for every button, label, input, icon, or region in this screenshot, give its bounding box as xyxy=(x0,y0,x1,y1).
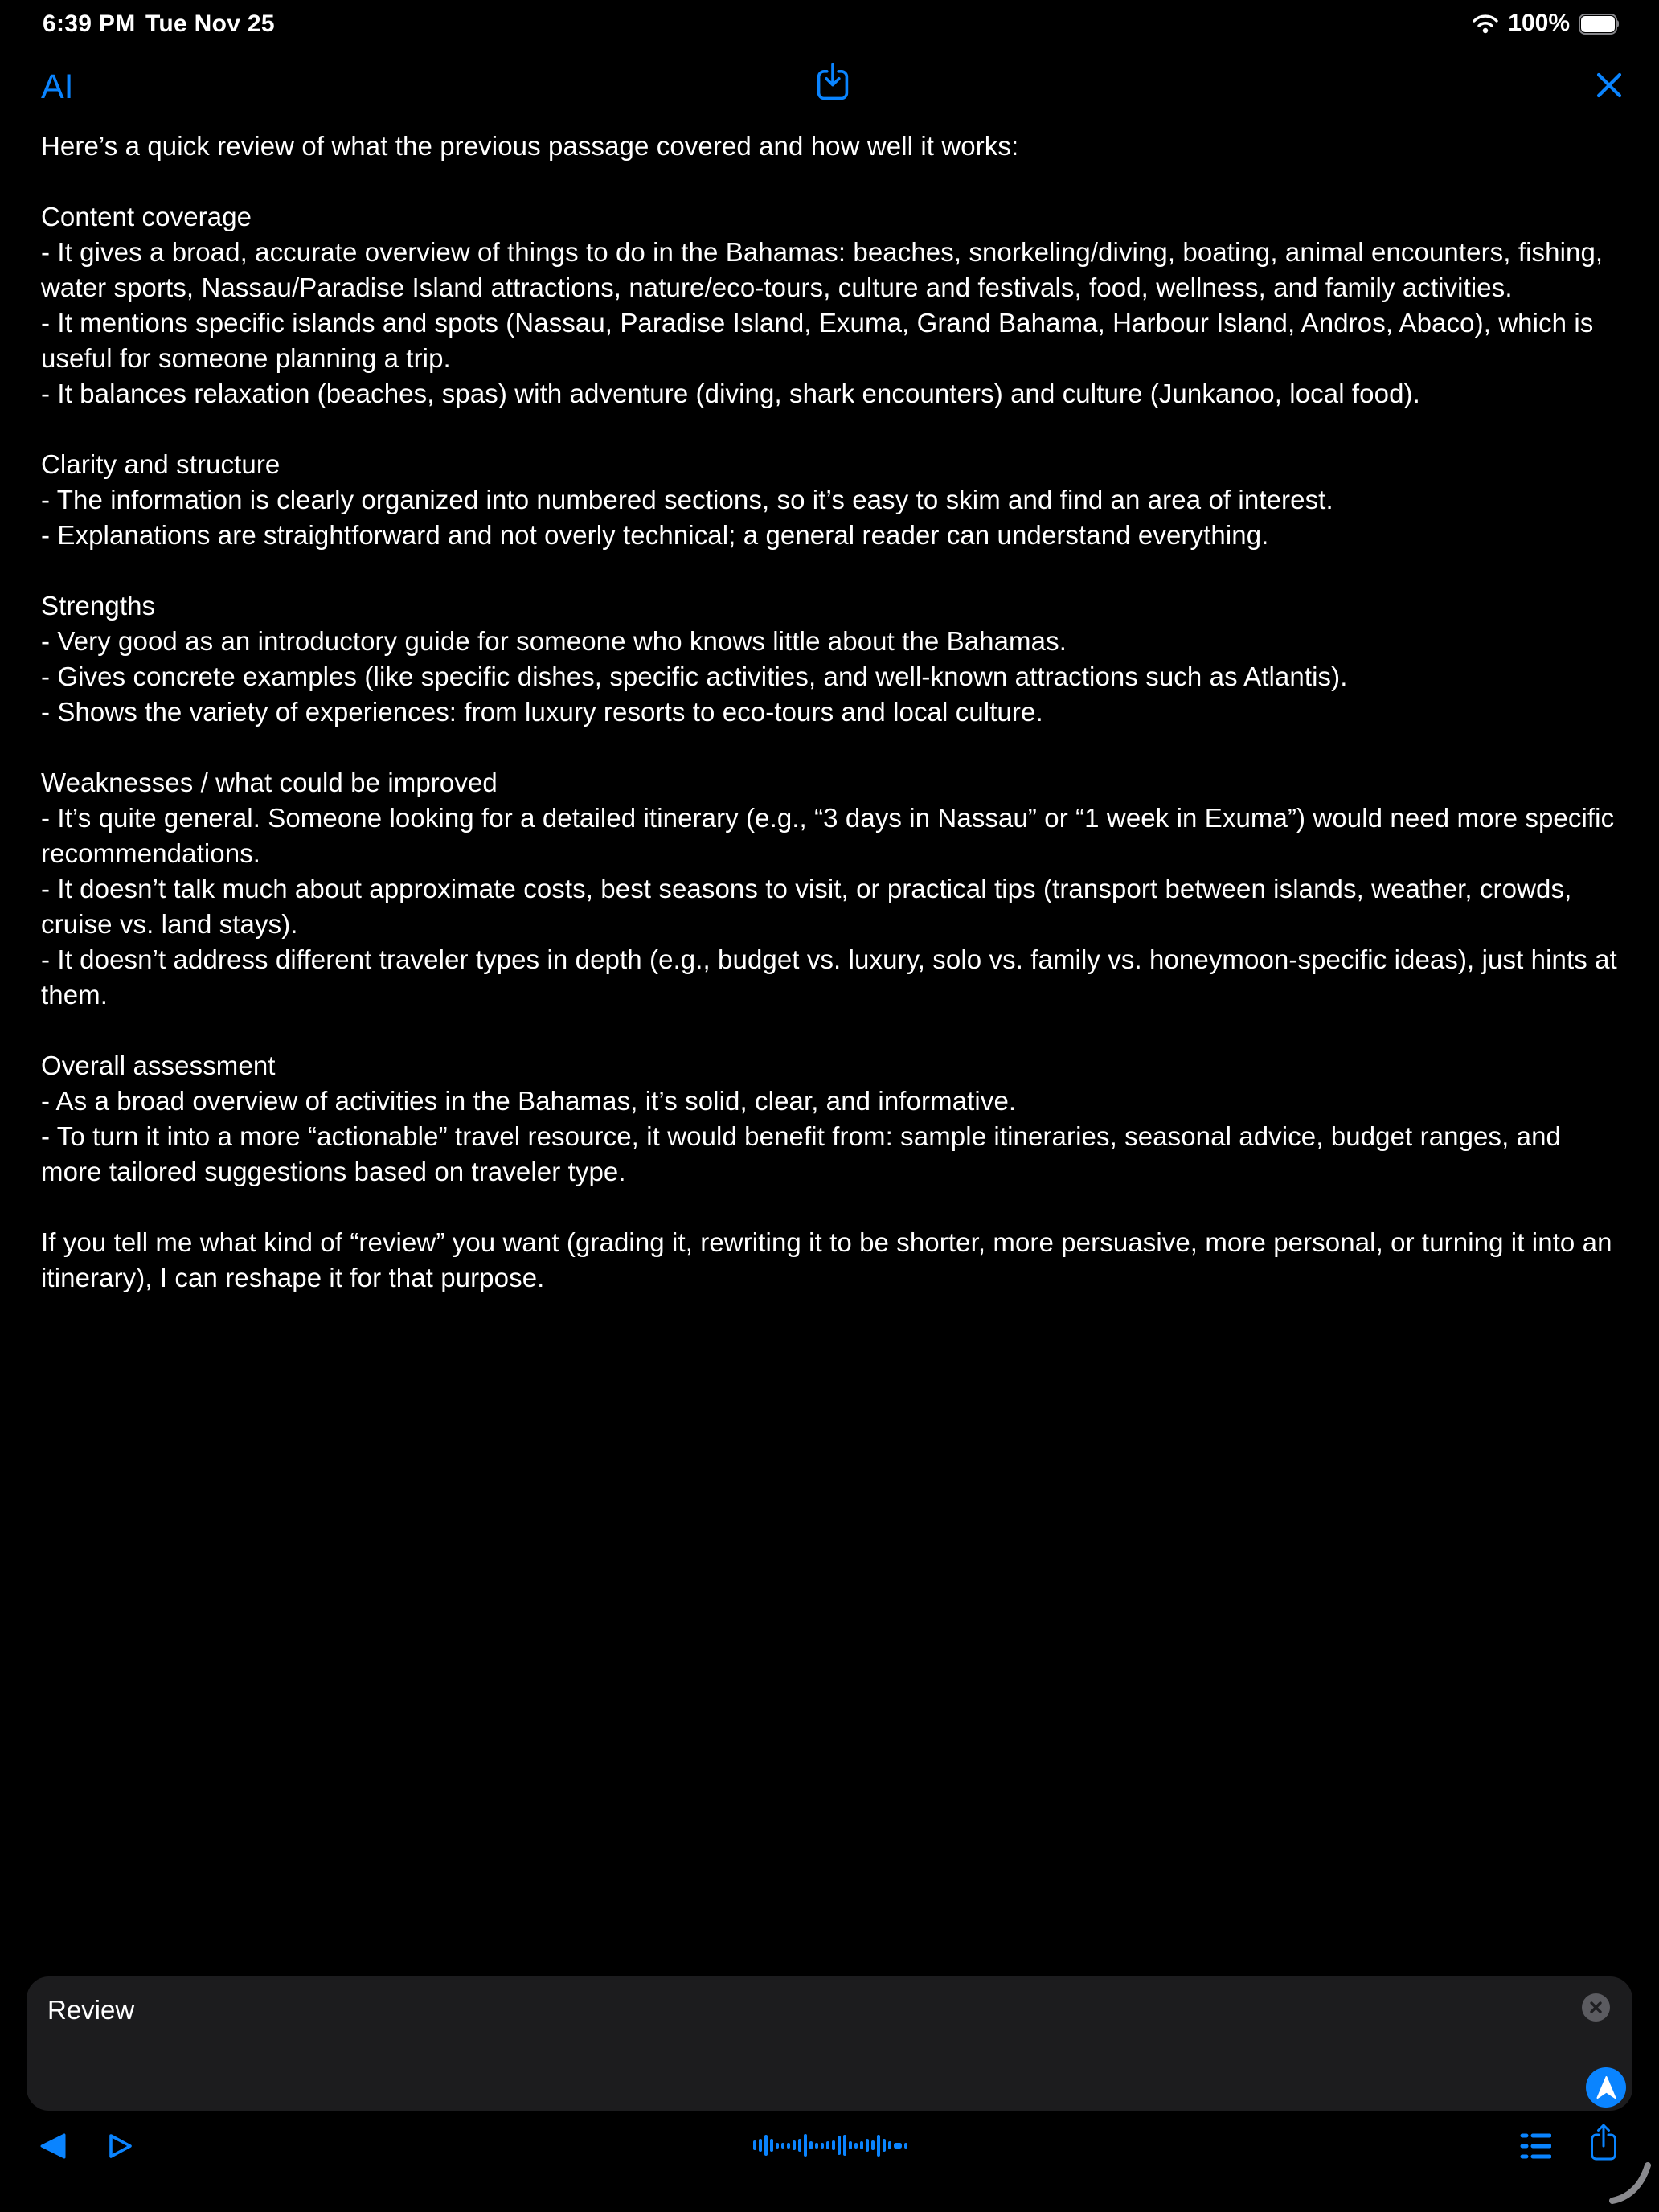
forward-triangle-icon xyxy=(108,2132,133,2160)
paragraph xyxy=(41,199,1618,412)
waveform-bar xyxy=(854,2143,858,2149)
back-triangle-icon xyxy=(40,2133,66,2159)
status-time: 6:39 PM xyxy=(43,10,136,37)
text-line: Overall assessment xyxy=(41,1051,276,1080)
text-line: Weaknesses / what could be improved xyxy=(41,768,498,797)
text-line: - It mentions specific islands and spots (Nassau, Paradise Island, Exuma, Grand Bahama, Harbour Island, Andros, Abaco), which is useful for someone planning a trip. xyxy=(41,308,1601,373)
status-right-cluster xyxy=(1472,10,1619,36)
text-line: - Shows the variety of experiences: from luxury resorts to eco-tours and local culture. xyxy=(41,697,1043,727)
waveform-bar xyxy=(843,2135,846,2156)
review-text xyxy=(41,129,1625,1331)
message-input[interactable]: Review xyxy=(47,1995,135,2025)
wifi-icon xyxy=(1472,14,1499,34)
paragraph xyxy=(41,1225,1618,1296)
clear-input-button[interactable] xyxy=(1582,1993,1610,2022)
bottom-toolbar xyxy=(0,2122,1659,2186)
text-line: - As a broad overview of activities in the Bahamas, it’s solid, clear, and informative. xyxy=(41,1086,1017,1116)
header-bar xyxy=(0,61,1659,117)
text-line: - It’s quite general. Someone looking for a detailed itinerary (e.g., “3 days in Nassau” or “1 week in Exuma”) would need more specific recommendations. xyxy=(41,803,1622,868)
waveform-bar xyxy=(753,2140,756,2150)
paragraph xyxy=(41,588,1618,730)
text-line: If you tell me what kind of “review” you want (grading it, rewriting it to be shorter, more persuasive, more personal, or turning it into an itinerary), I can reshape it for that purpose. xyxy=(41,1227,1620,1292)
waveform-bar xyxy=(815,2143,818,2149)
waveform-bar xyxy=(866,2139,869,2152)
waveform-bar xyxy=(781,2143,784,2149)
paragraph xyxy=(41,765,1625,1013)
text-line: - It balances relaxation (beaches, spas) with adventure (diving, shark encounters) and culture (Junkanoo, local food). xyxy=(41,379,1420,408)
download-button[interactable] xyxy=(815,63,850,101)
paragraph xyxy=(41,1048,1618,1190)
waveform-bar xyxy=(798,2139,801,2152)
waveform-bar xyxy=(838,2136,841,2155)
waveform-bar xyxy=(860,2141,863,2149)
pencil-stroke-decoration xyxy=(1608,2159,1654,2206)
waveform-bar xyxy=(871,2140,875,2150)
list-bullet-icon xyxy=(1519,2131,1551,2161)
page-title: AI xyxy=(41,68,74,106)
text-line: Clarity and structure xyxy=(41,449,281,479)
waveform-bar xyxy=(770,2139,773,2152)
back-button[interactable] xyxy=(40,2133,66,2159)
waveform-bar xyxy=(793,2140,796,2150)
share-button[interactable] xyxy=(1588,2122,1619,2164)
battery-percent: 100% xyxy=(1508,10,1570,36)
waveform-bar xyxy=(904,2143,907,2149)
composer-box xyxy=(27,1976,1632,2111)
waveform-bar xyxy=(826,2141,830,2149)
waveform-bar xyxy=(849,2141,852,2149)
navigation-arrow-icon xyxy=(1596,2076,1617,2099)
text-line: Content coverage xyxy=(41,202,252,231)
square-arrow-up-icon xyxy=(1588,2122,1619,2164)
text-line: Here’s a quick review of what the previous passage covered and how well it works: xyxy=(41,131,1019,161)
text-line: - It doesn’t address different traveler types in depth (e.g., budget vs. luxury, solo vs. family vs. honeymoon-specific ideas), just hints at them. xyxy=(41,944,1625,1010)
text-line: - Gives concrete examples (like specific dishes, specific activities, and well-known attractions such as Atlantis). xyxy=(41,662,1348,691)
waveform-bar xyxy=(804,2134,807,2157)
text-line: - It doesn’t talk much about approximate costs, best seasons to visit, or practical tips (transport between islands, weather, crowds, cruise vs. land stays). xyxy=(41,874,1579,939)
text-line: - Explanations are straightforward and not overly technical; a general reader can understand everything. xyxy=(41,520,1269,550)
waveform-bar xyxy=(877,2135,880,2157)
close-button[interactable] xyxy=(1595,71,1624,100)
forward-button[interactable] xyxy=(108,2132,133,2160)
waveform-bar xyxy=(787,2143,790,2149)
paragraph xyxy=(41,129,1618,164)
waveform-bar xyxy=(883,2139,886,2152)
waveform-bar xyxy=(821,2143,824,2149)
text-line: - It gives a broad, accurate overview of things to do in the Bahamas: beaches, snorkeling/diving, boating, animal encounters, fishing, water sports, Nassau/Paradise Island attractions, nature/eco-tours, culture and festivals, food, wellness, and family activities. xyxy=(41,237,1611,302)
text-line: Strengths xyxy=(41,591,156,621)
text-line: - Very good as an introductory guide for someone who knows little about the Bahamas. xyxy=(41,626,1067,656)
square-arrow-down-icon xyxy=(815,63,850,101)
waveform-bar xyxy=(764,2135,768,2156)
waveform-bar xyxy=(759,2139,762,2152)
send-button[interactable] xyxy=(1586,2067,1626,2108)
paragraph xyxy=(41,447,1618,553)
close-x-icon xyxy=(1595,71,1624,100)
waveform-bar xyxy=(809,2141,813,2149)
status-bar xyxy=(0,0,1659,45)
waveform-bar xyxy=(832,2140,835,2150)
text-line: - To turn it into a more “actionable” travel resource, it would benefit from: sample itineraries, seasonal advice, budget ranges, and more tailored suggestions based on traveler type. xyxy=(41,1121,1569,1186)
list-button[interactable] xyxy=(1519,2131,1551,2161)
waveform[interactable] xyxy=(753,2122,914,2169)
waveform-bar xyxy=(894,2143,902,2149)
battery-full-icon xyxy=(1579,14,1619,33)
text-line: - The information is clearly organized into numbered sections, so it’s easy to skim and find an area of interest. xyxy=(41,485,1333,514)
waveform-bar xyxy=(776,2143,779,2149)
status-date: Tue Nov 25 xyxy=(145,10,275,37)
x-circle-icon xyxy=(1588,2000,1604,2015)
waveform-bar xyxy=(888,2141,891,2149)
